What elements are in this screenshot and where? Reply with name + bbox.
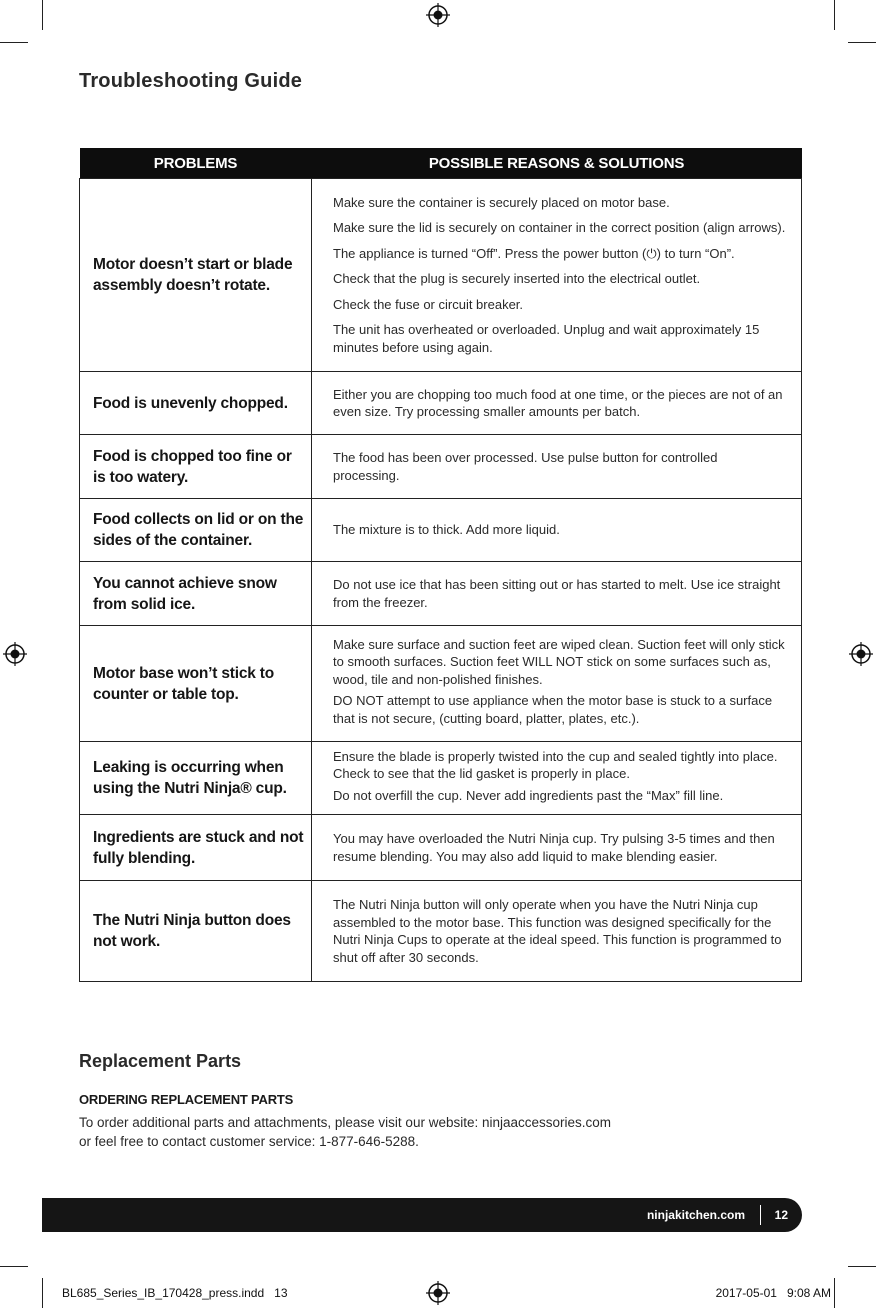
crop-mark — [848, 1266, 876, 1267]
problem-cell: Motor base won’t stick to counter or table top. — [80, 626, 312, 742]
crop-mark — [0, 42, 28, 43]
solution-text: Make sure the lid is securely on container in the correct position (align arrows). — [333, 220, 786, 236]
column-header-solutions: POSSIBLE REASONS & SOLUTIONS — [312, 148, 802, 179]
ordering-line: or feel free to contact customer service: 1-877-646-5288. — [79, 1134, 419, 1149]
crop-mark — [0, 1266, 28, 1267]
solution-cell — [312, 881, 802, 982]
solution-text: You may have overloaded the Nutri Ninja cup. Try pulsing 3-5 times and then resume blending. You may also add liquid to make blending easier. — [333, 831, 775, 864]
section-title-replacement-parts: Replacement Parts — [79, 1051, 242, 1071]
table-row — [80, 372, 802, 435]
problem-cell: The Nutri Ninja button does not work. — [80, 881, 312, 982]
registration-mark-icon — [426, 3, 450, 27]
solution-text: The mixture is to thick. Add more liquid. — [333, 522, 560, 538]
table-row — [80, 562, 802, 626]
table-row — [80, 499, 802, 562]
solution-text: Do not use ice that has been sitting out or has started to melt. Use ice straight from the freezer. — [333, 577, 781, 610]
table-row — [80, 626, 802, 742]
solution-text: DO NOT attempt to use appliance when the motor base is stuck to a surface that is not secure, (cutting board, platter, plates, etc.). — [333, 693, 773, 726]
solution-text: The Nutri Ninja button will only operate when you have the Nutri Ninja cup assembled to the motor base. This function was designed specifically for the Nutri Ninja Cups to operate at the ideal speed. This function is programmed to shut off after 30 seconds. — [333, 897, 782, 965]
solution-text: Make sure surface and suction feet are wiped clean. Suction feet will only stick to smooth surfaces. Suction feet WILL NOT stick on some surfaces such as, wood, tile and non-polished finishes. — [333, 636, 785, 687]
troubleshooting-table — [79, 148, 802, 982]
solution-cell — [312, 499, 802, 562]
registration-mark-icon — [426, 1281, 450, 1305]
footer-divider — [760, 1205, 761, 1225]
table-row — [80, 179, 802, 372]
solution-text: The appliance is turned “Off”. Press the power button (⏻) to turn “On”. — [333, 245, 735, 261]
solution-cell — [312, 435, 802, 499]
crop-mark — [834, 1278, 835, 1308]
table-row — [80, 742, 802, 815]
footer-bar — [42, 1198, 802, 1232]
solution-text: Check the fuse or circuit breaker. — [333, 296, 524, 312]
solution-text: Do not overfill the cup. Never add ingredients past the “Max” fill line. — [333, 787, 724, 803]
problem-cell: Food collects on lid or on the sides of the container. — [80, 499, 312, 562]
ordering-text — [79, 1113, 639, 1151]
solution-text: Check that the plug is securely inserted into the electrical outlet. — [333, 271, 701, 287]
solution-text: The food has been over processed. Use pulse button for controlled processing. — [333, 450, 718, 483]
solution-cell — [312, 815, 802, 881]
registration-mark-icon — [3, 642, 27, 666]
crop-mark — [834, 0, 835, 30]
problem-cell: You cannot achieve snow from solid ice. — [80, 562, 312, 626]
ordering-line: To order additional parts and attachments, please visit our website: ninjaaccessories.com — [79, 1115, 612, 1130]
ordering-subtitle: ORDERING REPLACEMENT PARTS — [79, 1092, 294, 1107]
problem-cell: Leaking is occurring when using the Nutri Ninja® cup. — [80, 742, 312, 815]
problem-cell: Ingredients are stuck and not fully blending. — [80, 815, 312, 881]
page-title: Troubleshooting Guide — [79, 70, 303, 92]
problem-cell: Food is chopped too fine or is too watery. — [80, 435, 312, 499]
solution-text: Ensure the blade is properly twisted into the cup and sealed tightly into place. Check to see that the lid gasket is properly in place. — [333, 748, 778, 782]
solution-cell — [312, 562, 802, 626]
slug-filename: BL685_Series_IB_170428_press.indd 13 — [62, 1286, 288, 1300]
column-header-problems: PROBLEMS — [80, 148, 312, 179]
solution-text: Make sure the container is securely placed on motor base. — [333, 194, 670, 210]
table-header-row — [80, 148, 802, 179]
solution-text: The unit has overheated or overloaded. Unplug and wait approximately 15 minutes before using again. — [333, 322, 760, 355]
slug-date: 2017-05-01 9:08 AM — [715, 1286, 831, 1300]
crop-mark — [42, 1278, 43, 1308]
solution-cell — [312, 626, 802, 742]
crop-mark — [42, 0, 43, 30]
registration-mark-icon — [849, 642, 873, 666]
solution-text: Either you are chopping too much food at one time, or the pieces are not of an even size. Try processing smaller amounts per batch. — [333, 386, 783, 419]
table-row — [80, 881, 802, 982]
table-row — [80, 815, 802, 881]
table-row — [80, 435, 802, 499]
problem-cell: Food is unevenly chopped. — [80, 372, 312, 435]
footer-website[interactable]: ninjakitchen.com — [646, 1208, 745, 1222]
crop-mark — [848, 42, 876, 43]
solution-cell — [312, 742, 802, 815]
problem-cell: Motor doesn’t start or blade assembly doesn’t rotate. — [80, 179, 312, 372]
solution-cell — [312, 372, 802, 435]
solution-cell — [312, 179, 802, 372]
page-number: 12 — [774, 1208, 788, 1222]
